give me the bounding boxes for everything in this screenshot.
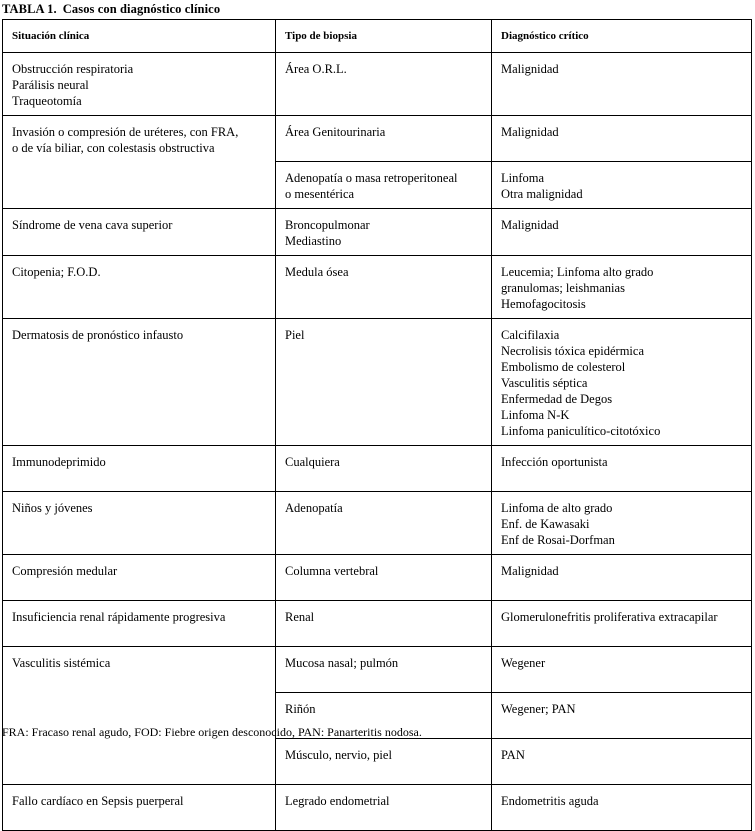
cell-tipo-biopsia bbox=[276, 319, 492, 446]
situacion-line: Obstrucción respiratoria bbox=[12, 62, 134, 76]
diagnostico-line: Infección oportunista bbox=[501, 455, 608, 469]
cell-situacion bbox=[3, 319, 276, 446]
diagnostico-line: Linfoma paniculítico-citotóxico bbox=[501, 424, 661, 438]
table-footnote: FRA: Fracaso renal agudo, FOD: Fiebre origen desconocido, PAN: Panarteritis nodosa. bbox=[2, 725, 422, 739]
cell-situacion bbox=[3, 209, 276, 256]
cell-tipo-biopsia bbox=[276, 647, 492, 693]
cell-diagnostico bbox=[492, 785, 752, 831]
cell-tipo-biopsia bbox=[276, 116, 492, 162]
cell-diagnostico bbox=[492, 446, 752, 492]
cell-tipo-biopsia bbox=[276, 555, 492, 601]
table-row bbox=[3, 492, 752, 555]
diagnostico-line: Linfoma bbox=[501, 171, 545, 185]
diagnostico-line: Hemofagocitosis bbox=[501, 297, 586, 311]
cell-situacion bbox=[3, 647, 276, 785]
cell-diagnostico bbox=[492, 116, 752, 162]
cell-diagnostico bbox=[492, 739, 752, 785]
cell-tipo-biopsia bbox=[276, 785, 492, 831]
cell-diagnostico bbox=[492, 492, 752, 555]
situacion-line: o de vía biliar, con colestasis obstructiva bbox=[12, 141, 215, 155]
diagnostico-line: Enf de Rosai-Dorfman bbox=[501, 533, 615, 547]
cell-situacion bbox=[3, 492, 276, 555]
tipo-biopsia-line: Mediastino bbox=[285, 234, 342, 248]
diagnostico-line: Enf. de Kawasaki bbox=[501, 517, 590, 531]
table-number: TABLA 1. bbox=[2, 2, 57, 16]
tipo-biopsia-line: Mucosa nasal; pulmón bbox=[285, 656, 399, 670]
table-row bbox=[3, 785, 752, 831]
tipo-biopsia-line: Área O.R.L. bbox=[285, 62, 347, 76]
diagnostico-line: PAN bbox=[501, 748, 525, 762]
tipo-biopsia-line: Renal bbox=[285, 610, 315, 624]
table-row bbox=[3, 116, 752, 162]
cell-tipo-biopsia bbox=[276, 162, 492, 209]
table-body bbox=[3, 53, 752, 831]
situacion-line: Insuficiencia renal rápidamente progresiva bbox=[12, 610, 226, 624]
cell-tipo-biopsia bbox=[276, 209, 492, 256]
header-situacion: Situación clínica bbox=[3, 20, 276, 53]
cell-diagnostico bbox=[492, 601, 752, 647]
situacion-line: Dermatosis de pronóstico infausto bbox=[12, 328, 184, 342]
tipo-biopsia-line: Columna vertebral bbox=[285, 564, 379, 578]
tipo-biopsia-line: Broncopulmonar bbox=[285, 218, 370, 232]
situacion-line: Vasculitis sistémica bbox=[12, 656, 111, 670]
cell-diagnostico bbox=[492, 209, 752, 256]
cell-diagnostico bbox=[492, 693, 752, 739]
tipo-biopsia-line: Área Genitourinaria bbox=[285, 125, 386, 139]
cell-diagnostico bbox=[492, 647, 752, 693]
diagnostico-line: Malignidad bbox=[501, 62, 559, 76]
tipo-biopsia-line: Cualquiera bbox=[285, 455, 340, 469]
diagnostico-line: granulomas; leishmanias bbox=[501, 281, 625, 295]
cell-situacion bbox=[3, 53, 276, 116]
table-row bbox=[3, 446, 752, 492]
situacion-line: Parálisis neural bbox=[12, 78, 89, 92]
cell-tipo-biopsia bbox=[276, 601, 492, 647]
header-diagnostico: Diagnóstico crítico bbox=[492, 20, 752, 53]
situacion-line: Invasión o compresión de uréteres, con FRA, bbox=[12, 125, 239, 139]
cell-situacion bbox=[3, 446, 276, 492]
tipo-biopsia-line: Riñón bbox=[285, 702, 316, 716]
table-title: Casos con diagnóstico clínico bbox=[62, 2, 221, 16]
situacion-line: Compresión medular bbox=[12, 564, 118, 578]
tipo-biopsia-line: Medula ósea bbox=[285, 265, 349, 279]
table-row bbox=[3, 256, 752, 319]
cell-tipo-biopsia bbox=[276, 739, 492, 785]
table-row bbox=[3, 209, 752, 256]
cell-tipo-biopsia bbox=[276, 446, 492, 492]
diagnostico-line: Glomerulonefritis proliferativa extracapilar bbox=[501, 610, 718, 624]
diagnostico-line: Leucemia; Linfoma alto grado bbox=[501, 265, 654, 279]
diagnosis-table bbox=[2, 19, 752, 831]
diagnostico-line: Malignidad bbox=[501, 564, 559, 578]
diagnostico-line: Linfoma N-K bbox=[501, 408, 570, 422]
situacion-line: Fallo cardíaco en Sepsis puerperal bbox=[12, 794, 184, 808]
cell-tipo-biopsia bbox=[276, 53, 492, 116]
cell-situacion bbox=[3, 256, 276, 319]
diagnostico-line: Malignidad bbox=[501, 125, 559, 139]
cell-tipo-biopsia bbox=[276, 492, 492, 555]
diagnostico-line: Wegener; PAN bbox=[501, 702, 576, 716]
situacion-line: Traqueotomía bbox=[12, 94, 82, 108]
situacion-line: Immunodeprimido bbox=[12, 455, 106, 469]
diagnostico-line: Endometritis aguda bbox=[501, 794, 599, 808]
cell-diagnostico bbox=[492, 256, 752, 319]
diagnostico-line: Linfoma de alto grado bbox=[501, 501, 613, 515]
tipo-biopsia-line: Adenopatía bbox=[285, 501, 343, 515]
table-row bbox=[3, 319, 752, 446]
diagnostico-line: Enfermedad de Degos bbox=[501, 392, 613, 406]
cell-diagnostico bbox=[492, 319, 752, 446]
cell-situacion bbox=[3, 785, 276, 831]
tipo-biopsia-line: Músculo, nervio, piel bbox=[285, 748, 392, 762]
table-row bbox=[3, 601, 752, 647]
cell-diagnostico bbox=[492, 555, 752, 601]
table-header-row bbox=[3, 20, 752, 53]
cell-tipo-biopsia bbox=[276, 256, 492, 319]
tipo-biopsia-line: o mesentérica bbox=[285, 187, 355, 201]
cell-situacion bbox=[3, 601, 276, 647]
diagnostico-line: Otra malignidad bbox=[501, 187, 583, 201]
table-row bbox=[3, 555, 752, 601]
diagnostico-line: Calcifilaxia bbox=[501, 328, 560, 342]
tipo-biopsia-line: Adenopatía o masa retroperitoneal bbox=[285, 171, 458, 185]
header-tipo-biopsia: Tipo de biopsia bbox=[276, 20, 492, 53]
diagnostico-line: Malignidad bbox=[501, 218, 559, 232]
table-row bbox=[3, 53, 752, 116]
cell-diagnostico bbox=[492, 53, 752, 116]
tipo-biopsia-line: Legrado endometrial bbox=[285, 794, 390, 808]
diagnostico-line: Embolismo de colesterol bbox=[501, 360, 626, 374]
table-row bbox=[3, 647, 752, 693]
situacion-line: Citopenia; F.O.D. bbox=[12, 265, 101, 279]
diagnostico-line: Vasculitis séptica bbox=[501, 376, 588, 390]
cell-situacion bbox=[3, 555, 276, 601]
tipo-biopsia-line: Piel bbox=[285, 328, 305, 342]
cell-diagnostico bbox=[492, 162, 752, 209]
situacion-line: Niños y jóvenes bbox=[12, 501, 93, 515]
situacion-line: Síndrome de vena cava superior bbox=[12, 218, 173, 232]
cell-situacion bbox=[3, 116, 276, 209]
table-caption bbox=[2, 2, 220, 17]
diagnostico-line: Wegener bbox=[501, 656, 546, 670]
diagnostico-line: Necrolisis tóxica epidérmica bbox=[501, 344, 644, 358]
